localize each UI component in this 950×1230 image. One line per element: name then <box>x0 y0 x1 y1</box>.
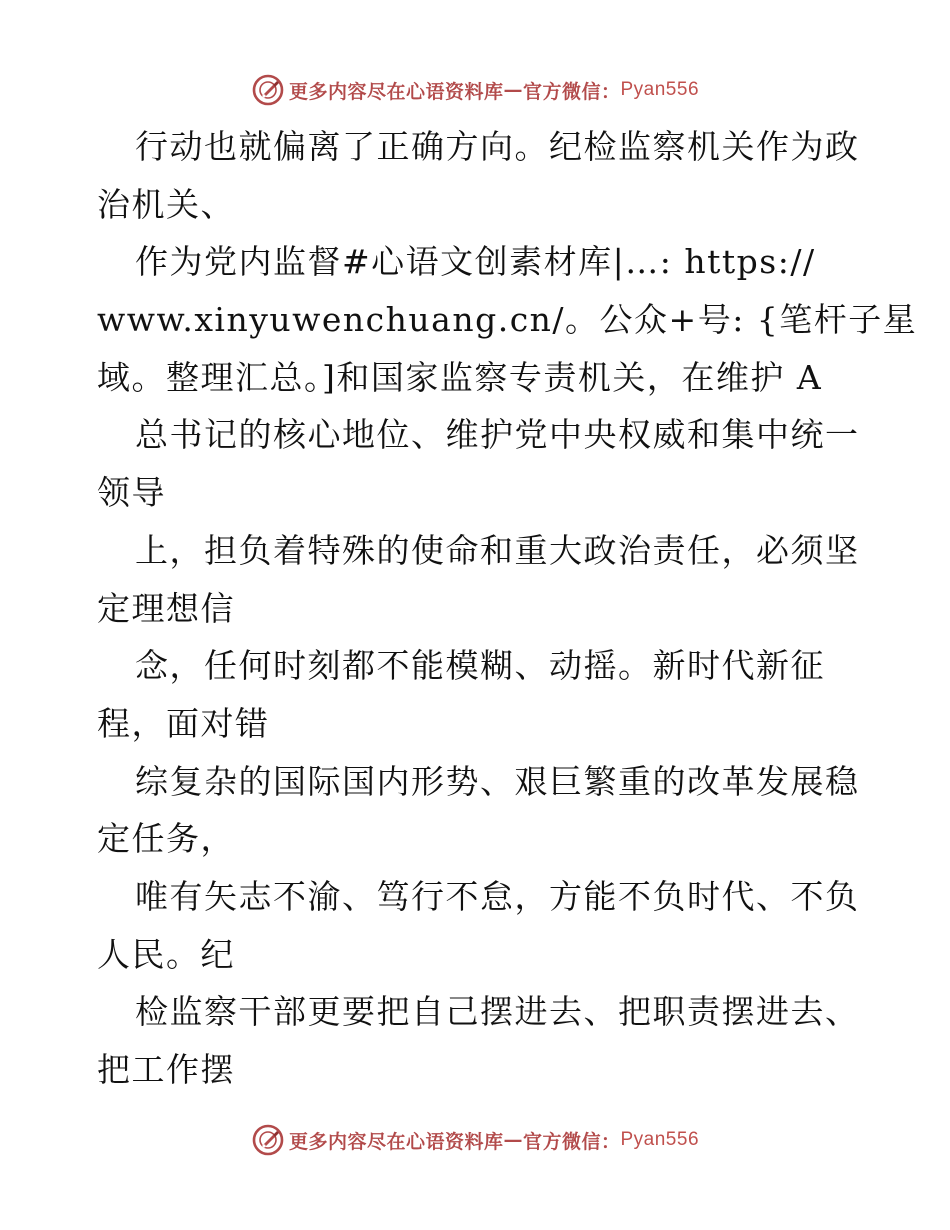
document-body <box>97 118 918 1099</box>
footer-brand-text: 更多内容尽在心语资料库 <box>288 1130 504 1153</box>
body-line: 总书记的核心地位、维护党中央权威和集中统一 <box>135 415 860 455</box>
body-line: www.xinyuwenchuang.cn/。公众+号: {笔杆子星 <box>97 300 918 340</box>
body-line: 程，面对错 <box>97 703 270 743</box>
body-line: 上，担负着特殊的使命和重大政治责任，必须坚 <box>135 530 860 570</box>
body-line: 人民。纪 <box>97 934 235 974</box>
body-line: 唯有矢志不渝、笃行不怠，方能不负时代、不负 <box>135 876 860 916</box>
footer-wechat-id: Pyan556 <box>620 1129 700 1150</box>
body-line: 念，任何时刻都不能模糊、动摇。新时代新征 <box>135 646 825 686</box>
pen-nib-logo-icon <box>251 1123 285 1157</box>
header-separator: — <box>503 79 523 101</box>
body-line: 定理想信 <box>97 588 235 628</box>
header-banner <box>0 70 950 110</box>
pen-nib-logo-icon <box>251 73 285 107</box>
body-line: 领导 <box>97 473 166 513</box>
header-wechat-label: 官方微信： <box>522 80 621 103</box>
footer-banner <box>0 1120 950 1160</box>
header-wechat-id: Pyan556 <box>620 79 700 100</box>
footer-wechat-label: 官方微信： <box>522 1130 621 1153</box>
body-line: 域。整理汇总。]和国家监察专责机关，在维护 A <box>97 357 823 397</box>
body-line: 行动也就偏离了正确方向。纪检监察机关作为政 <box>135 127 860 166</box>
body-line: 作为党内监督#心语文创素材库|…: https:// <box>135 242 816 282</box>
header-brand-text: 更多内容尽在心语资料库 <box>288 80 504 103</box>
body-line: 定任务， <box>97 819 235 859</box>
body-line: 综复杂的国际国内形势、艰巨繁重的改革发展稳 <box>135 761 860 801</box>
body-line: 治机关、 <box>97 184 235 224</box>
body-line: 把工作摆 <box>97 1050 235 1089</box>
footer-separator: — <box>503 1129 523 1151</box>
body-line: 检监察干部更要把自己摆进去、把职责摆进去、 <box>135 992 860 1032</box>
